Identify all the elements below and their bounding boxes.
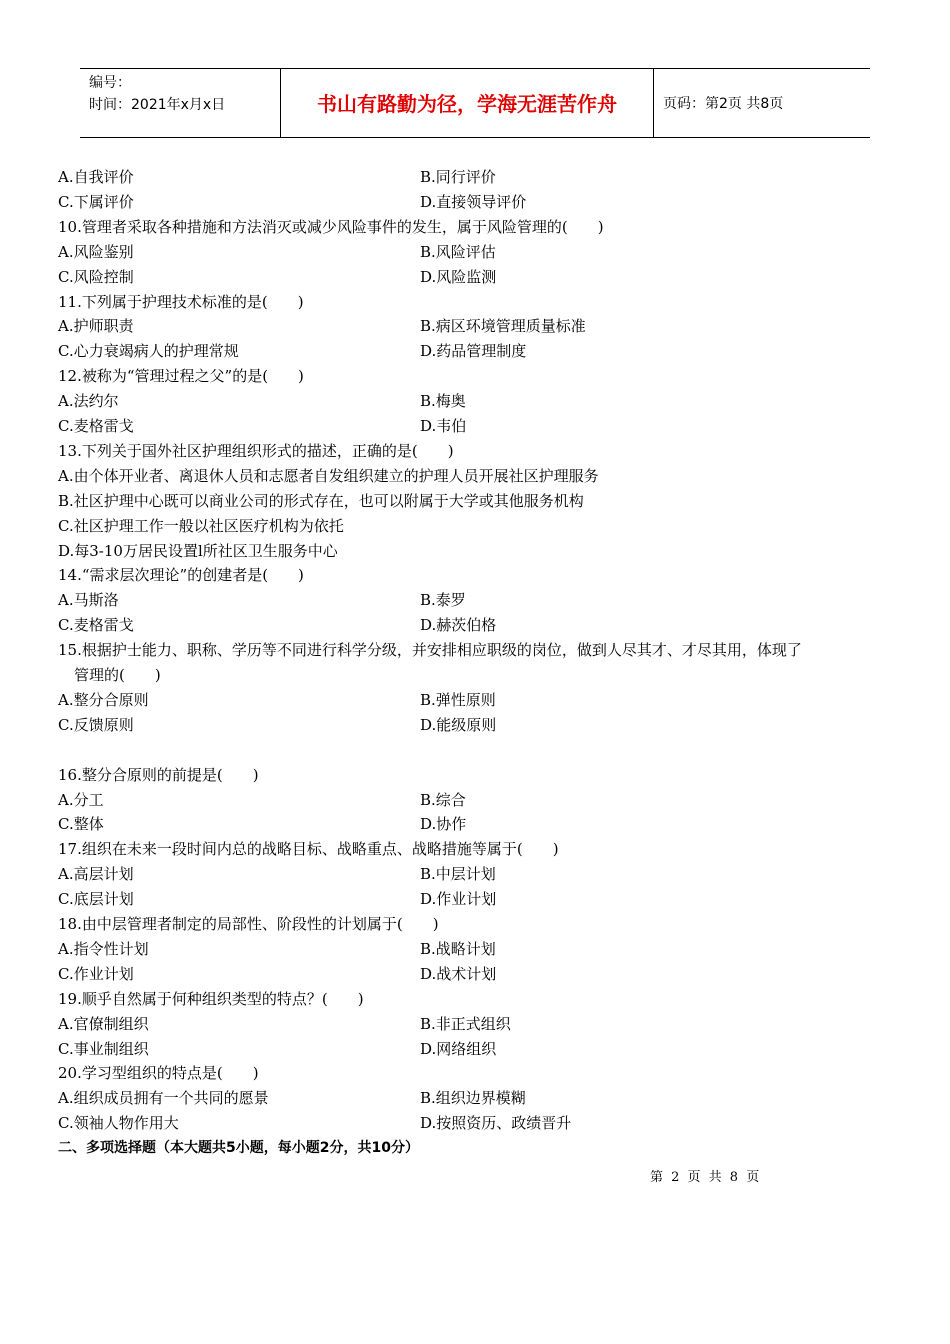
option-right: B.战略计划 [420, 939, 496, 958]
option-right: D.药品管理制度 [420, 342, 527, 361]
option-row [58, 862, 496, 887]
option-row [58, 240, 496, 265]
option-left: A.风险鉴别 [58, 242, 134, 261]
option-left: C.作业计划 [58, 964, 134, 983]
option-left: C.心力衰竭病人的护理常规 [58, 342, 239, 361]
option-right: B.中层计划 [420, 865, 496, 884]
option-right: D.能级原则 [420, 715, 497, 734]
option-left: A.马斯洛 [58, 591, 119, 610]
question-text: 16.整分合原则的前提是( ) [58, 765, 259, 784]
doc-number-label: 编号： [89, 75, 131, 91]
question-text: C.社区护理工作一般以社区医疗机构为依托 [58, 516, 344, 535]
option-left: C.整体 [58, 815, 104, 834]
option-row [58, 414, 467, 439]
option-left: A.指令性计划 [58, 939, 149, 958]
option-row [58, 1086, 526, 1111]
question-text: 17.组织在未来一段时间内总的战略目标、战略重点、战略措施等属于( ) [58, 840, 559, 859]
option-row [58, 165, 496, 190]
question-text: A.由个体开业者、离退休人员和志愿者自发组织建立的护理人员开展社区护理服务 [58, 466, 599, 485]
question-text: 11.下列属于护理技术标准的是( ) [58, 292, 304, 311]
option-row [58, 713, 497, 738]
question-text: B.社区护理中心既可以商业公司的形式存在，也可以附属于大学或其他服务机构 [58, 491, 584, 510]
option-left: C.下属评价 [58, 192, 134, 211]
option-right: D.作业计划 [420, 890, 497, 909]
page-header [80, 68, 870, 138]
option-left: C.事业制组织 [58, 1039, 149, 1058]
option-left: C.领袖人物作用大 [58, 1114, 179, 1133]
option-left: A.法约尔 [58, 392, 119, 411]
option-right: D.直接领导评价 [420, 192, 527, 211]
option-right: D.韦伯 [420, 417, 467, 435]
option-left: A.组织成员拥有一个共同的愿景 [58, 1089, 269, 1108]
option-row [58, 588, 466, 613]
option-right: B.病区环境管理质量标准 [420, 317, 586, 336]
option-right: B.非正式组织 [420, 1014, 511, 1033]
option-left: C.风险控制 [58, 267, 134, 286]
option-right: B.同行评价 [420, 168, 496, 186]
option-row [58, 389, 466, 414]
option-right: B.泰罗 [420, 591, 466, 610]
option-left: C.麦格雷戈 [58, 417, 134, 435]
option-row [58, 788, 466, 813]
option-right: B.风险评估 [420, 242, 496, 261]
option-row [58, 190, 527, 215]
option-left: A.官僚制组织 [58, 1014, 149, 1033]
option-right: D.风险监测 [420, 267, 497, 286]
question-text: 13.下列关于国外社区护理组织形式的描述，正确的是( ) [58, 441, 454, 460]
option-row [58, 1037, 497, 1062]
option-left: A.高层计划 [58, 865, 134, 884]
section-heading: 二、多项选择题（本大题共5小题，每小题2分，共10分） [58, 1140, 419, 1157]
header-page-info: 页码：第2页 共8页 [663, 96, 784, 112]
question-text: 18.由中层管理者制定的局部性、阶段性的计划属于( ) [58, 915, 439, 933]
option-right: B.组织边界模糊 [420, 1089, 526, 1108]
header-motto: 书山有路勤为径，学海无涯苦作舟 [281, 69, 654, 137]
option-left: C.麦格雷戈 [58, 616, 134, 635]
option-left: A.分工 [58, 790, 104, 809]
question-text: D.每3-10万居民设置l所社区卫生服务中心 [58, 541, 338, 560]
option-left: C.反馈原则 [58, 715, 134, 734]
option-left: C.底层计划 [58, 890, 134, 909]
option-row [58, 1111, 572, 1136]
question-text: 管理的( ) [74, 666, 161, 684]
option-row [58, 937, 496, 962]
header-meta [80, 69, 281, 137]
option-row [58, 688, 496, 713]
question-text: 19.顺乎自然属于何种组织类型的特点？( ) [58, 989, 364, 1008]
option-right: D.战术计划 [420, 964, 497, 983]
option-left: A.整分合原则 [58, 690, 149, 709]
option-row [58, 812, 467, 837]
option-left: A.护师职责 [58, 317, 134, 336]
option-row [58, 314, 586, 339]
option-right: D.协作 [420, 815, 467, 834]
option-row [58, 613, 497, 638]
option-row [58, 962, 497, 987]
question-text: 14.“需求层次理论”的创建者是( ) [58, 566, 304, 585]
page-footer: 第 2 页 共 8 页 [650, 1170, 760, 1185]
option-right: B.弹性原则 [420, 690, 496, 709]
option-row [58, 339, 527, 364]
option-row [58, 887, 497, 912]
doc-time-label: 时间：2021年x月x日 [89, 97, 226, 113]
option-left: A.自我评价 [58, 168, 134, 186]
option-right: D.按照资历、政绩晋升 [420, 1114, 572, 1133]
option-right: B.梅奥 [420, 392, 466, 411]
option-right: D.网络组织 [420, 1039, 497, 1058]
option-right: D.赫茨伯格 [420, 616, 497, 635]
question-text: 20.学习型组织的特点是( ) [58, 1064, 259, 1083]
question-text: 10.管理者采取各种措施和方法消灭或减少风险事件的发生，属于风险管理的( ) [58, 217, 604, 236]
option-row [58, 1012, 511, 1037]
question-text: 12.被称为“管理过程之父”的是( ) [58, 367, 304, 386]
option-row [58, 265, 497, 290]
option-right: B.综合 [420, 790, 466, 809]
question-text: 15.根据护士能力、职称、学历等不同进行科学分级，并安排相应职级的岗位，做到人尽其才、才尽其用，体现了 [58, 641, 802, 660]
